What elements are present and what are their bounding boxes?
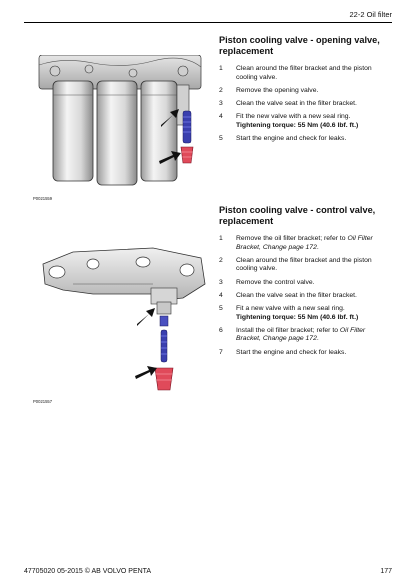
step-text [236, 257, 391, 274]
step-text [236, 349, 391, 358]
step-number: 5 [219, 304, 223, 312]
section-control-valve [219, 205, 391, 362]
step-instruction: Clean the valve seat in the filter bracket. [236, 291, 357, 299]
step-item [219, 349, 391, 358]
section-title: Piston cooling valve - control valve, replacement [219, 205, 376, 226]
step-number: 3 [219, 278, 223, 286]
step-number: 2 [219, 86, 223, 94]
step-text [236, 100, 391, 109]
figure-control-valve [33, 244, 209, 394]
step-number: 1 [219, 65, 223, 72]
tightening-torque: Tightening torque: 55 Nm (40.6 lbf. ft.) [236, 121, 359, 129]
cross-reference-link[interactable]: Oil Filter Bracket, Change page 172 [236, 326, 366, 343]
step-text-tail: . [316, 243, 319, 251]
figure-id-2: P0021557 [33, 399, 53, 404]
step-instruction: Start the engine and check for leaks. [236, 348, 347, 356]
step-text [236, 113, 391, 130]
pointer-arrow [137, 308, 155, 326]
step-text [236, 135, 391, 144]
step-instruction: Install the oil filter bracket; refer to [236, 326, 340, 334]
step-instruction: Start the engine and check for leaks. [236, 134, 347, 142]
step-number: 4 [219, 113, 223, 121]
step-text [236, 327, 391, 344]
step-instruction: Remove the oil filter bracket; refer to [236, 235, 348, 242]
step-number: 6 [219, 326, 223, 334]
tightening-torque: Tightening torque: 55 Nm (40.6 lbf. ft.) [236, 313, 359, 321]
step-instruction: Clean the valve seat in the filter bracket. [236, 99, 357, 107]
footer-doc-info: 47705020 05-2015 © AB VOLVO PENTA [24, 568, 152, 575]
step-list [219, 65, 391, 144]
step-item [219, 135, 391, 144]
step-item [219, 235, 391, 252]
step-item [219, 279, 391, 288]
step-item [219, 257, 391, 274]
header-rule [24, 22, 392, 23]
step-item [219, 65, 391, 82]
step-number: 5 [219, 134, 223, 142]
step-instruction: Remove the control valve. [236, 278, 315, 286]
step-number: 4 [219, 291, 223, 299]
figure-opening-valve [33, 55, 209, 195]
opening-valve-illustration [33, 55, 209, 195]
step-number: 7 [219, 348, 223, 356]
step-instruction: Clean around the filter bracket and the piston cooling valve. [236, 65, 372, 81]
pointer-arrow [135, 366, 157, 379]
step-instruction: Fit a new valve with a new seal ring. [236, 304, 345, 312]
step-text [236, 65, 391, 82]
section-title: Piston cooling valve - opening valve, replacement [219, 35, 380, 56]
step-item [219, 100, 391, 109]
figure-id-1: P0021559 [33, 196, 53, 201]
step-text [236, 292, 391, 301]
step-text [236, 279, 391, 288]
step-item [219, 292, 391, 301]
step-item [219, 305, 391, 322]
step-instruction: Remove the opening valve. [236, 86, 319, 94]
step-number: 1 [219, 235, 223, 242]
step-item [219, 327, 391, 344]
step-instruction: Fit the new valve with a new seal ring. [236, 113, 351, 121]
step-instruction: Clean around the filter bracket and the piston cooling valve. [236, 256, 372, 273]
header-section-title: 22-2 Oil filter [349, 10, 392, 19]
step-text-tail: . [316, 335, 319, 343]
step-item [219, 87, 391, 96]
step-list [219, 235, 391, 357]
page-number: 177 [380, 568, 392, 575]
cross-reference-link[interactable]: Oil Filter Bracket, Change page 172 [236, 235, 373, 251]
control-valve-illustration [33, 244, 209, 394]
step-number: 3 [219, 99, 223, 107]
step-text [236, 235, 391, 252]
section-opening-valve [219, 35, 391, 148]
step-text [236, 87, 391, 96]
step-text [236, 305, 391, 322]
step-number: 2 [219, 256, 223, 264]
step-item [219, 113, 391, 130]
